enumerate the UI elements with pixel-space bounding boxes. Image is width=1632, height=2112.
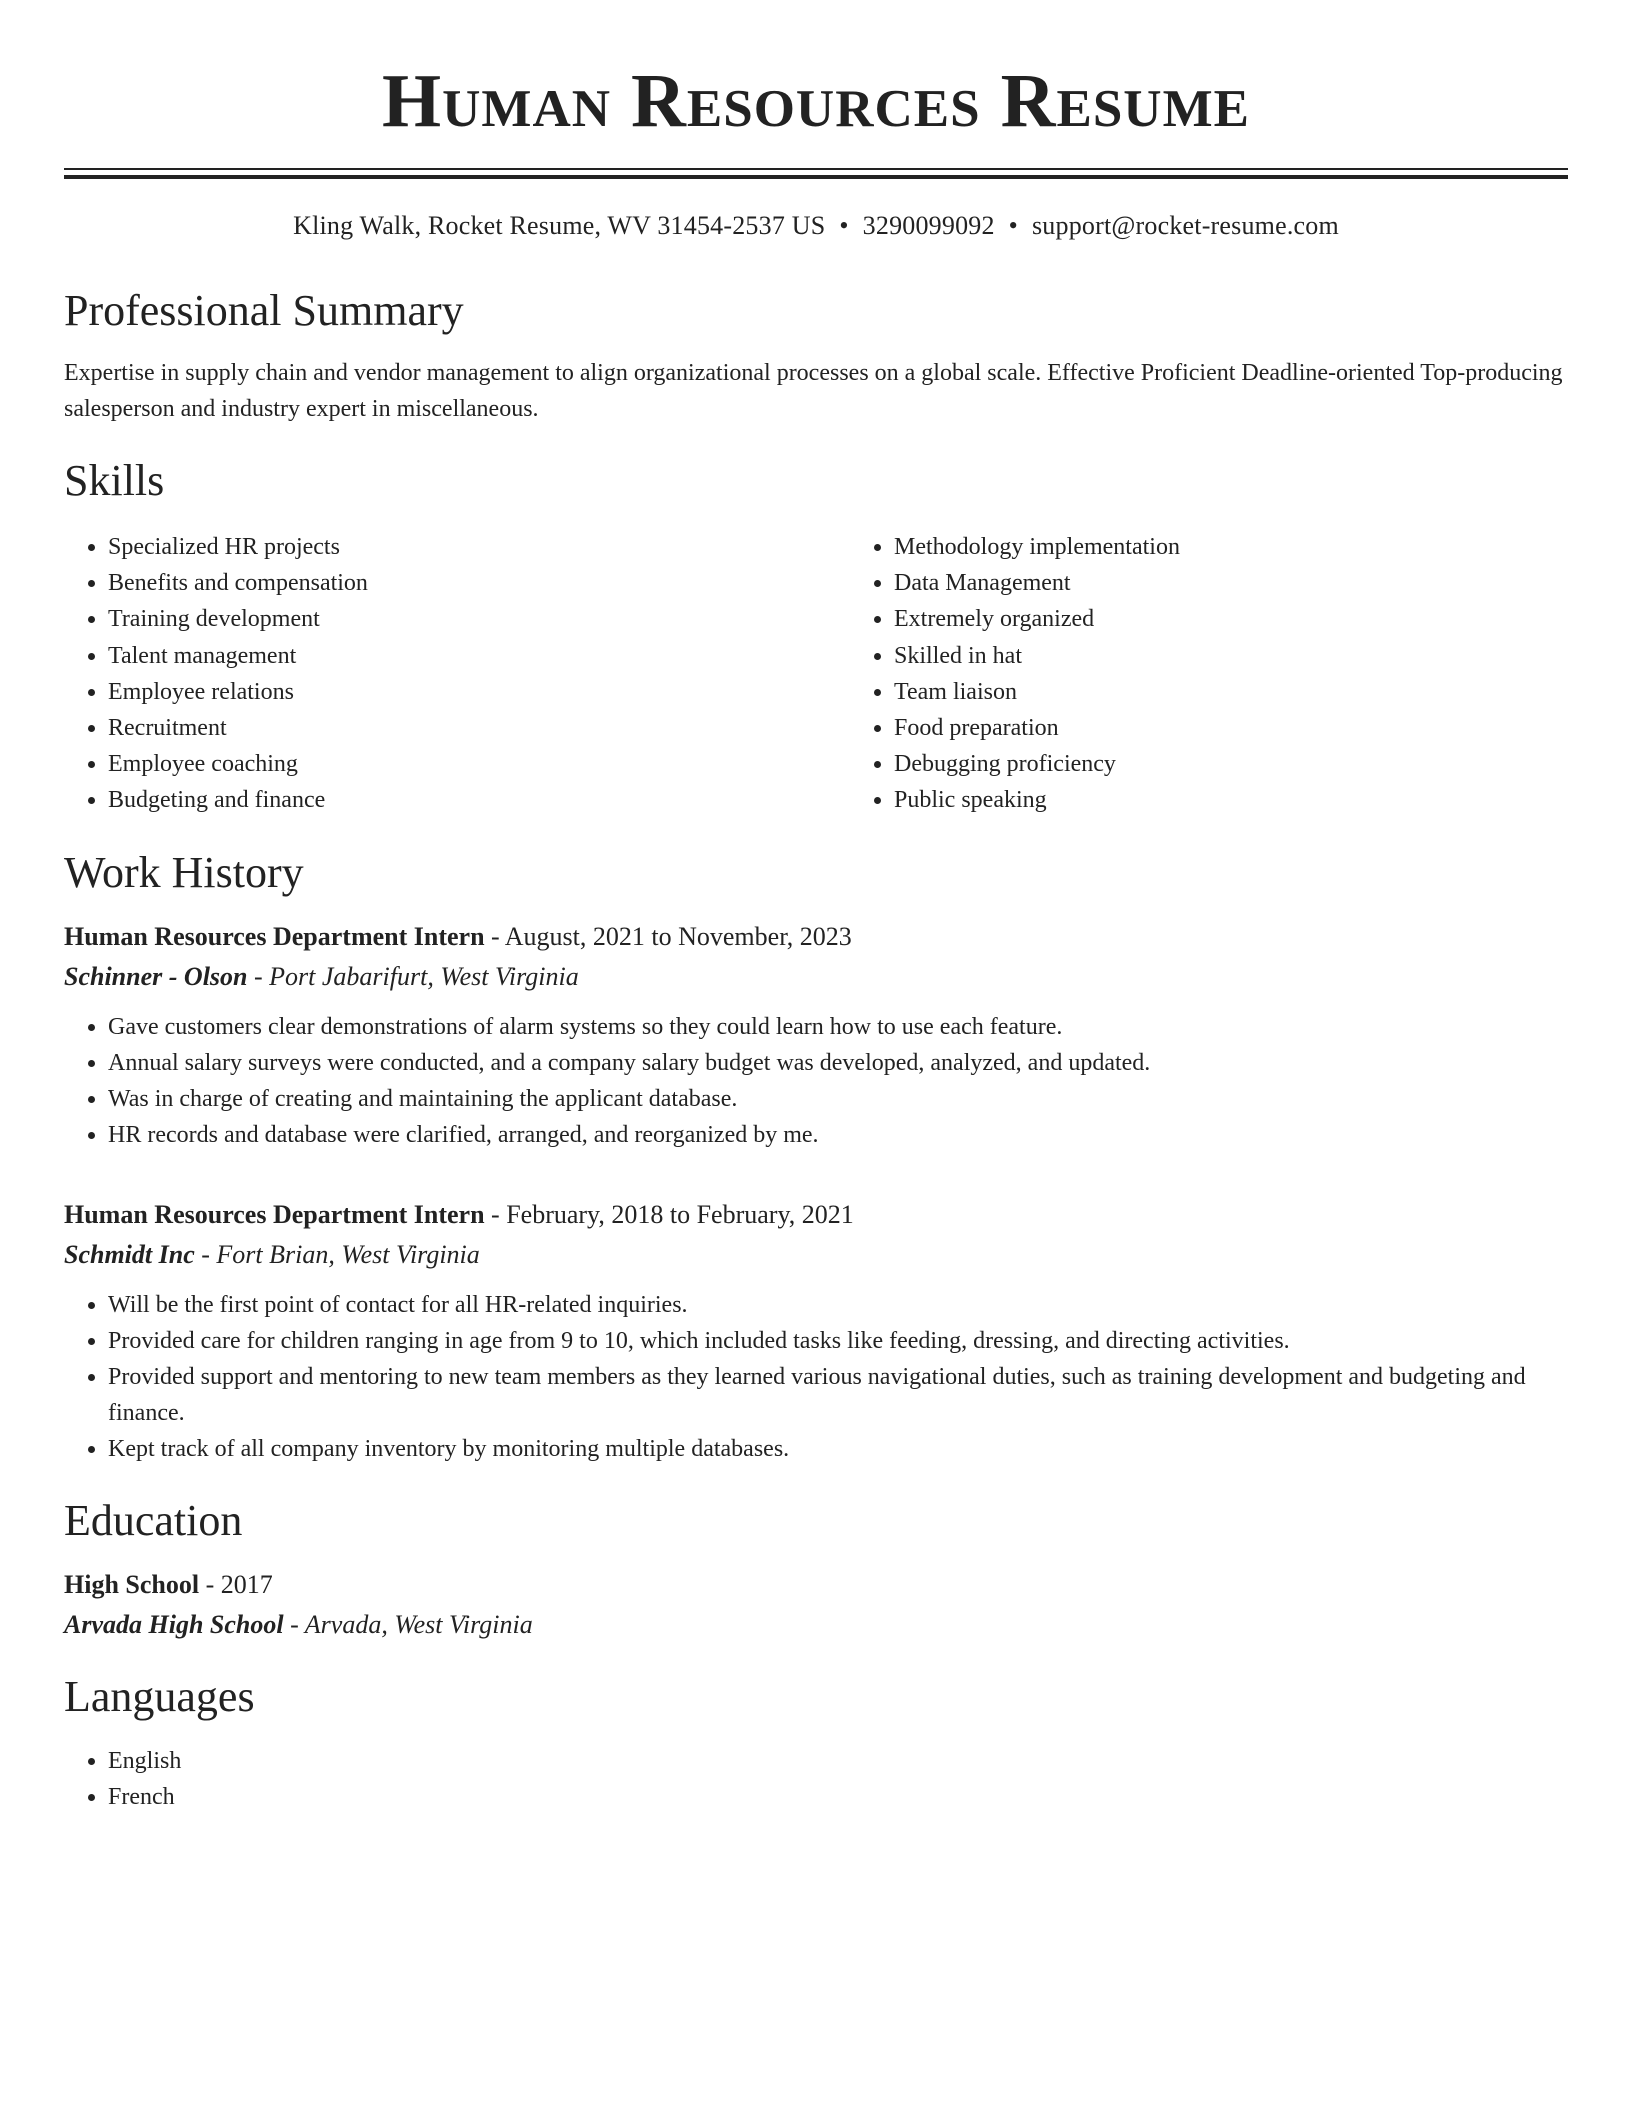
- job-bullet: • Provided care for children ranging in age from 9 to 10, which included tasks like feeding, dressing, and directing activities.: [108, 1323, 1568, 1359]
- education-school-line: [64, 1607, 1568, 1643]
- skill-item: • Specialized HR projects: [108, 529, 850, 565]
- job-company-line: [64, 1237, 1568, 1273]
- job-bullet: • Will be the first point of contact for all HR-related inquiries.: [108, 1287, 1568, 1323]
- skill-item: • Data Management: [894, 565, 1632, 601]
- job-entry: [64, 1197, 1568, 1467]
- education-entry: [64, 1567, 1568, 1643]
- language-item: • English: [108, 1743, 1568, 1779]
- languages-list: [64, 1743, 1568, 1815]
- contact-separator: •: [839, 211, 849, 240]
- skill-item: • Training development: [108, 601, 850, 637]
- languages-heading: Languages: [64, 1671, 255, 1721]
- skills-list-left: [64, 529, 850, 819]
- skill-item: • Methodology implementation: [894, 529, 1632, 565]
- work-history-heading: Work History: [64, 847, 304, 897]
- job-bullet: • HR records and database were clarified, arranged, and reorganized by me.: [108, 1117, 1568, 1153]
- job-role: Human Resources Department Intern: [64, 1199, 485, 1229]
- skill-item: • Debugging proficiency: [894, 746, 1632, 782]
- skill-item: • Talent management: [108, 638, 850, 674]
- education-location: - Arvada, West Virginia: [283, 1609, 533, 1639]
- job-title-line: [64, 919, 1568, 955]
- education-school: Arvada High School: [64, 1609, 284, 1639]
- skills-list-right: [850, 529, 1632, 819]
- skill-item: • Employee coaching: [108, 746, 850, 782]
- skill-item: • Skilled in hat: [894, 638, 1632, 674]
- summary-heading: Professional Summary: [64, 286, 464, 335]
- job-location: - Port Jabarifurt, West Virginia: [247, 961, 579, 991]
- education-degree: High School: [64, 1569, 200, 1599]
- contact-phone: 3290099092: [862, 211, 995, 240]
- job-role: Human Resources Department Intern: [64, 921, 485, 951]
- job-bullet: • Annual salary surveys were conducted, and a company salary budget was developed, analyzed, and updated.: [108, 1045, 1568, 1081]
- skill-item: • Recruitment: [108, 710, 850, 746]
- job-company: Schmidt Inc: [64, 1239, 195, 1269]
- contact-email: support@rocket-resume.com: [1031, 211, 1339, 240]
- job-bullets: [64, 1009, 1568, 1153]
- contact-address: Kling Walk, Rocket Resume, WV 31454-2537 US: [293, 211, 826, 240]
- job-bullet: • Was in charge of creating and maintaining the applicant database.: [108, 1081, 1568, 1117]
- summary-text: Expertise in supply chain and vendor management to align organizational processes on a global scale. Effective Proficient Deadline-oriented Top-producing salesperson and industry expert in miscellaneous.: [64, 360, 1563, 422]
- skills-heading: Skills: [64, 456, 165, 505]
- job-company: Schinner - Olson: [64, 961, 248, 991]
- job-bullet: • Gave customers clear demonstrations of alarm systems so they could learn how to use each feature.: [108, 1009, 1568, 1045]
- job-location: - Fort Brian, West Virginia: [194, 1239, 480, 1269]
- skill-item: • Employee relations: [108, 674, 850, 710]
- job-company-line: [64, 959, 1568, 995]
- title-divider: [64, 168, 1568, 179]
- education-degree-line: [64, 1567, 1568, 1603]
- skill-item: • Food preparation: [894, 710, 1632, 746]
- job-bullets: [64, 1287, 1568, 1467]
- contact-separator: •: [1008, 211, 1018, 240]
- page-title: Human Resources Resume: [382, 59, 1250, 143]
- skill-item: • Benefits and compensation: [108, 565, 850, 601]
- contact-line: [64, 209, 1568, 243]
- job-title-line: [64, 1197, 1568, 1233]
- language-item: • French: [108, 1779, 1568, 1815]
- skill-item: • Budgeting and finance: [108, 782, 850, 818]
- job-dates: - February, 2018 to February, 2021: [484, 1199, 854, 1229]
- skills-columns: [64, 529, 1568, 819]
- education-heading: Education: [64, 1495, 243, 1545]
- job-dates: - August, 2021 to November, 2023: [484, 921, 852, 951]
- education-year: - 2017: [199, 1569, 273, 1599]
- job-bullet: • Provided support and mentoring to new team members as they learned various navigational duties, such as training development and budgeting and finance.: [108, 1359, 1568, 1431]
- skill-item: • Extremely organized: [894, 601, 1632, 637]
- job-entry: [64, 919, 1568, 1153]
- job-bullet: • Kept track of all company inventory by monitoring multiple databases.: [108, 1431, 1568, 1467]
- skill-item: • Team liaison: [894, 674, 1632, 710]
- skill-item: • Public speaking: [894, 782, 1632, 818]
